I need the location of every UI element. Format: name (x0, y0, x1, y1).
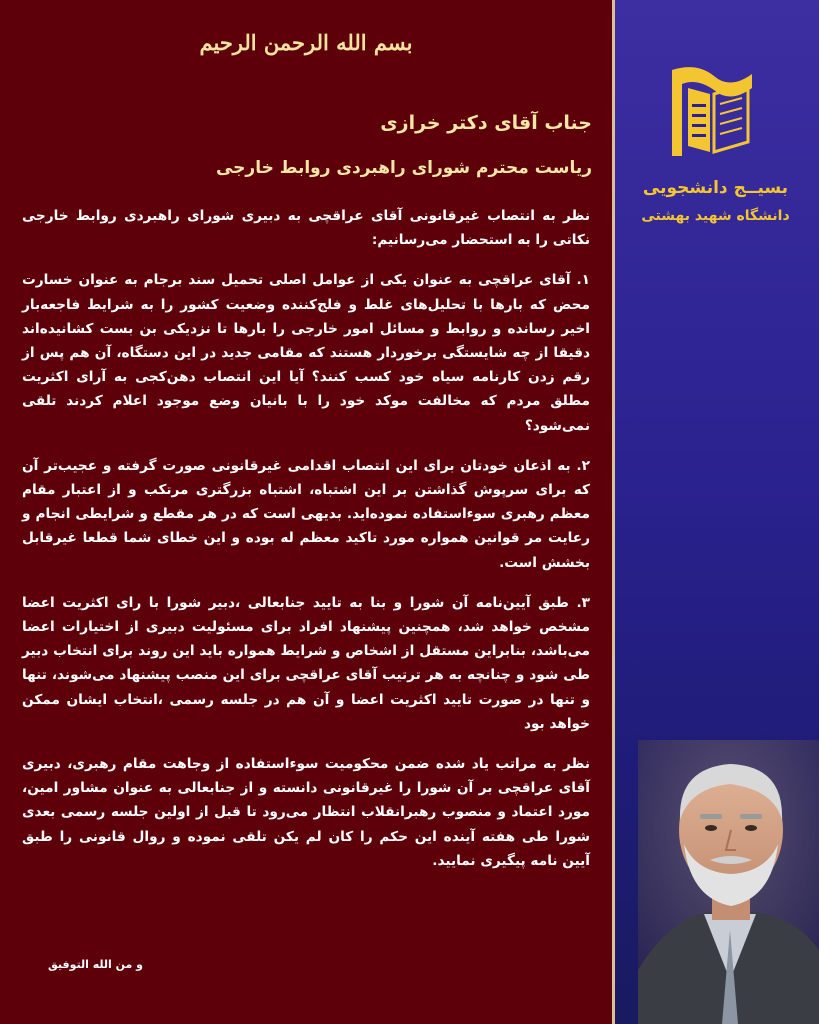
bismillah-heading: بسم الله الرحمن الرحیم (199, 30, 413, 55)
point-3-paragraph: ۳. طبق آیین‌نامه آن شورا و بنا به تایید جنابعالی ،دبیر شورا با رای اکثریت اعضا مشخص خواهد شد، همچنین پیشنهاد افراد برای مسئولیت دبیری از اختیارات اعضا می‌باشد، بنابراین مستقل از اشخاص و شرایط همواره باید این روند برای انتخاب دبیر طی شود و چنانچه به هر ترتیب آقای عراقچی برای این منصب پیشنهاد می‌شوند، تنها و تنها در صورت تایید اکثریت اعضا و آن هم در جلسه رسمی ،انتخاب ایشان ممکن خواهد بود (22, 594, 590, 732)
closing-line: و من الله التوفیق (48, 958, 143, 971)
recipient-title: ریاست محترم شورای راهبردی روابط خارجی (215, 158, 592, 178)
sidebar-divider (612, 0, 615, 1024)
conclusion-paragraph: نظر به مراتب یاد شده ضمن محکومیت سوءاستفاده از وجاهت مقام رهبری، دبیری آقای عراقچی بر آن شورا را غیرقانونی دانسته و از جنابعالی به عنوان مشاور امین، مورد اعتماد و منصوب رهبرانقلاب انتظار می‌رود تا قبل از اولین جلسه رسمی بعدی شورا طی هفته آینده این حکم را کان لم یکن تلقی نموده و روال قانونی را طبق آیین نامه پیگیری نمایید. (22, 756, 590, 869)
point-2-paragraph: ۲. به اذعان خودتان برای این انتصاب اقدامی غیرقانونی صورت گرفته و عجیب‌تر آن که برای سرپوش گذاشتن بر این اشتباه، اشتباه بزرگتری مرتکب و از اعتبار مقام معظم رهبری سوءاستفاده نموده‌اید. بدیهی است که در هر مقطع و شرایطی انجام و رعایت مر قوانین همواره مورد تاکید معظم له بوده و این خطای شما قطعا غیرقابل بخشش است. (22, 457, 590, 571)
letter-body (22, 204, 590, 889)
intro-paragraph: نظر به انتصاب غیرقانونی آقای عراقچی به دبیری شورای راهبردی روابط خارجی نکاتی را به استحضار می‌رسانیم: (22, 208, 590, 249)
basij-flag-book-logo-icon (652, 60, 782, 170)
portrait-photo (638, 740, 819, 1024)
org-name-line2: دانشگاه شهید بهشتی (641, 208, 790, 224)
recipient-name: جناب آقای دکتر خرازی (380, 112, 592, 134)
sidebar-panel (612, 0, 819, 1024)
org-name-line1: بسیــج دانشجویی (642, 178, 789, 198)
point-1-paragraph: ۱. آقای عراقچی به عنوان یکی از عوامل اصلی تحمیل سند برجام به عنوان خسارت محض که بارها با تحلیل‌های غلط و فلج‌کننده وضعیت کشور را به شرایط فاجعه‌بار اخیر رسانده و روابط و مسائل امور خارجی را بارها تا نزدیکی بن بست کشانیده‌اند دقیقا از چه شایستگی برخوردار هستند که مقامی جدید در این دستگاه، آن هم پس از رقم زدن کارنامه سیاه خود کسب کنند؟ آیا این انتصاب دهن‌کجی به آرای اکثریت مطلق مردم که مخالفت موکد خود را با بانیان وضع موجود اعلام کردند تلقی نمی‌شود؟ (22, 272, 590, 434)
